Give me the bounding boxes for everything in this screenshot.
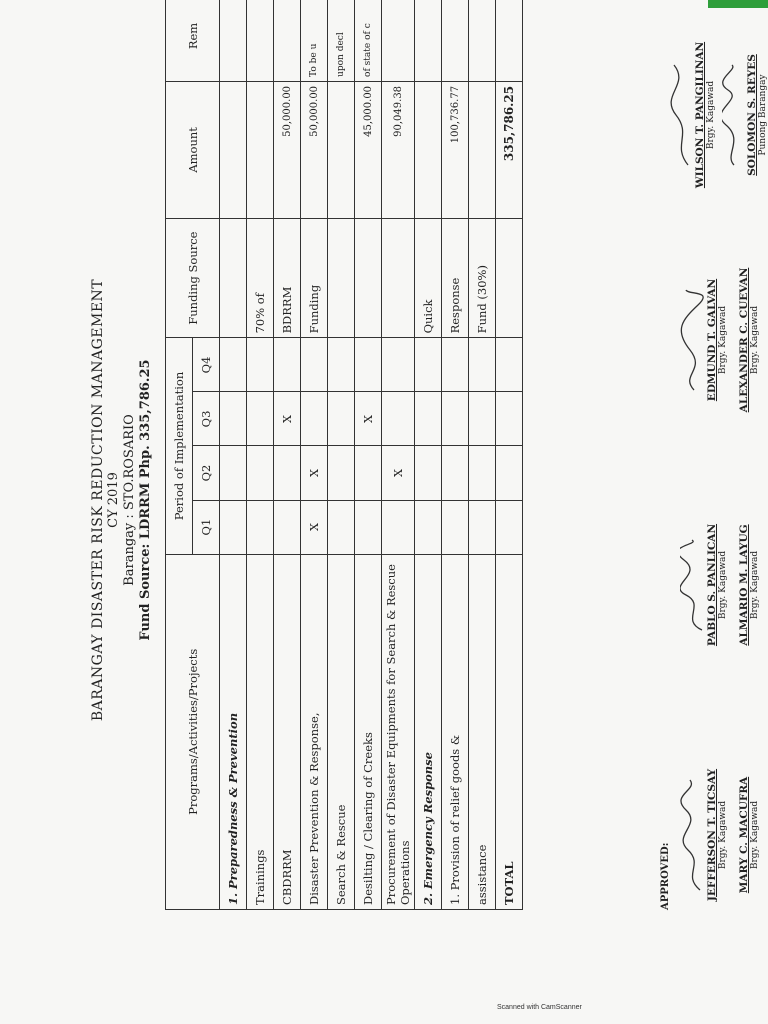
signatory-block [680, 500, 760, 670]
row-q1 [247, 500, 274, 554]
row-q2 [469, 446, 496, 500]
row-q2 [274, 446, 301, 500]
row-remarks: of state of c [355, 0, 382, 81]
row-remarks [382, 0, 415, 81]
row-q2: X [382, 446, 415, 500]
header-period: Period of Implementation [166, 338, 193, 554]
row-program: 1. Provision of relief goods & [442, 554, 469, 909]
row-funding [355, 218, 382, 338]
signatory-name: ALEXANDER C. CUEVAN [738, 267, 750, 413]
row-q4 [382, 338, 415, 392]
signatory-name: JEFFERSON T. TICSAY [706, 768, 718, 902]
table-row [382, 0, 415, 910]
header-amount: Amount [166, 81, 220, 218]
plan-table [165, 0, 523, 910]
row-funding: Response [442, 218, 469, 338]
document-barangay: Barangay : STO.ROSARIO [122, 414, 137, 586]
row-program: Desilting / Clearing of Creeks [355, 554, 382, 909]
row-amount [415, 81, 442, 218]
row-q1 [274, 500, 301, 554]
signatory-title: Brgy. Kagawad [718, 800, 728, 870]
table-row [328, 0, 355, 910]
total-amount: 335,786.25 [496, 81, 523, 218]
row-program: assistance [469, 554, 496, 909]
row-q1: X [301, 500, 328, 554]
row-funding [220, 218, 247, 338]
signatory-title: Brgy. Kagawad [750, 550, 760, 620]
row-funding: BDRRM [274, 218, 301, 338]
row-program: 1. Preparedness & Prevention [220, 554, 247, 909]
row-q3 [301, 392, 328, 446]
total-label: TOTAL [496, 554, 523, 909]
row-program: Search & Rescue [328, 554, 355, 909]
header-funding: Funding Source [166, 218, 220, 338]
row-q1 [382, 500, 415, 554]
signatory-block [680, 250, 760, 430]
table-row [247, 0, 274, 910]
row-q2 [415, 446, 442, 500]
signatory-block [680, 750, 760, 920]
row-amount: 100,736.77 [442, 81, 469, 218]
row-remarks [469, 0, 496, 81]
row-amount: 90,049.38 [382, 81, 415, 218]
row-q2 [442, 446, 469, 500]
row-amount: 45,000.00 [355, 81, 382, 218]
row-q2 [355, 446, 382, 500]
table-row [274, 0, 301, 910]
row-remarks [442, 0, 469, 81]
signature-scribble [670, 60, 694, 170]
table-header-row [166, 0, 193, 910]
row-q4 [355, 338, 382, 392]
signatory-name: MARY C. MACUFRA [738, 776, 750, 894]
row-q4 [328, 338, 355, 392]
document-fund-source: Fund Source: LDRRM Php. 335,786.25 [138, 359, 153, 641]
signatory-name: PABLO S. PANLICAN [706, 523, 718, 647]
document-title: BARANGAY DISASTER RISK REDUCTION MANAGEMENT [90, 278, 106, 722]
row-q3 [220, 392, 247, 446]
row-funding: Quick [415, 218, 442, 338]
row-remarks [274, 0, 301, 81]
signature-scribble [680, 775, 706, 895]
signatory-name: WILSON T. PANGILINAN [694, 41, 706, 189]
row-funding [328, 218, 355, 338]
row-program: Disaster Prevention & Response, [301, 554, 328, 909]
row-q3 [247, 392, 274, 446]
signature-scribble [680, 535, 706, 635]
header-remarks: Rem [166, 0, 220, 81]
row-q4 [442, 338, 469, 392]
row-q4 [247, 338, 274, 392]
signatory-name: SOLOMON S. REYES [746, 54, 758, 176]
row-q1 [355, 500, 382, 554]
table-row [355, 0, 382, 910]
row-program: Trainings [247, 554, 274, 909]
signatory-title: Brgy. Kagawad [706, 80, 716, 150]
row-remarks: upon decl [328, 0, 355, 81]
header-q4: Q4 [193, 338, 220, 392]
signatory-name: ALMARIO M. LAYUG [738, 524, 750, 646]
row-q3 [328, 392, 355, 446]
row-program: Procurement of Disaster Equipments for Search & Rescue Operations [382, 554, 415, 909]
row-q3 [442, 392, 469, 446]
document-year: CY 2019 [106, 472, 121, 528]
row-q3 [382, 392, 415, 446]
signatory-title: Brgy. Kagawad [750, 800, 760, 870]
row-remarks: To be u [301, 0, 328, 81]
table-row [469, 0, 496, 910]
row-funding [382, 218, 415, 338]
header-q3: Q3 [193, 392, 220, 446]
row-amount [220, 81, 247, 218]
row-q2 [220, 446, 247, 500]
table-row [301, 0, 328, 910]
rotated-document-page [40, 0, 768, 1000]
signature-scribble [680, 285, 706, 395]
header-q1: Q1 [193, 500, 220, 554]
signature-scribble [722, 60, 746, 170]
row-q4 [274, 338, 301, 392]
signatory-title: Brgy. Kagawad [718, 550, 728, 620]
signatory-title: Brgy. Kagawad [750, 305, 760, 375]
row-q4 [469, 338, 496, 392]
row-funding: Fund (30%) [469, 218, 496, 338]
header-q2: Q2 [193, 446, 220, 500]
row-remarks [415, 0, 442, 81]
row-q3: X [274, 392, 301, 446]
row-q4 [415, 338, 442, 392]
row-amount [328, 81, 355, 218]
signatory-title: Punong Barangay [758, 74, 768, 156]
signatory-title: Brgy. Kagawad [718, 305, 728, 375]
scanner-footer: Scanned with CamScanner [497, 1004, 582, 1011]
row-amount [247, 81, 274, 218]
row-q1 [469, 500, 496, 554]
row-q1 [415, 500, 442, 554]
signatory-block [670, 20, 768, 210]
row-q3 [469, 392, 496, 446]
row-remarks [220, 0, 247, 81]
row-q3: X [355, 392, 382, 446]
row-q2 [328, 446, 355, 500]
row-amount [469, 81, 496, 218]
header-programs: Programs/Activities/Projects [166, 554, 220, 909]
table-row [442, 0, 469, 910]
row-remarks [247, 0, 274, 81]
signatory-name: EDMUND T. GALVAN [706, 278, 718, 402]
row-funding: Funding [301, 218, 328, 338]
row-q4 [301, 338, 328, 392]
approved-label: APPROVED: [660, 842, 671, 910]
row-funding: 70% of [247, 218, 274, 338]
row-q1 [328, 500, 355, 554]
row-amount: 50,000.00 [301, 81, 328, 218]
row-q1 [220, 500, 247, 554]
table-row [220, 0, 247, 910]
row-program: CBDRRM [274, 554, 301, 909]
row-q3 [415, 392, 442, 446]
row-q1 [442, 500, 469, 554]
row-q2: X [301, 446, 328, 500]
row-amount: 50,000.00 [274, 81, 301, 218]
total-row [496, 0, 523, 910]
row-program: 2. Emergency Response [415, 554, 442, 909]
row-q2 [247, 446, 274, 500]
row-q4 [220, 338, 247, 392]
table-row [415, 0, 442, 910]
